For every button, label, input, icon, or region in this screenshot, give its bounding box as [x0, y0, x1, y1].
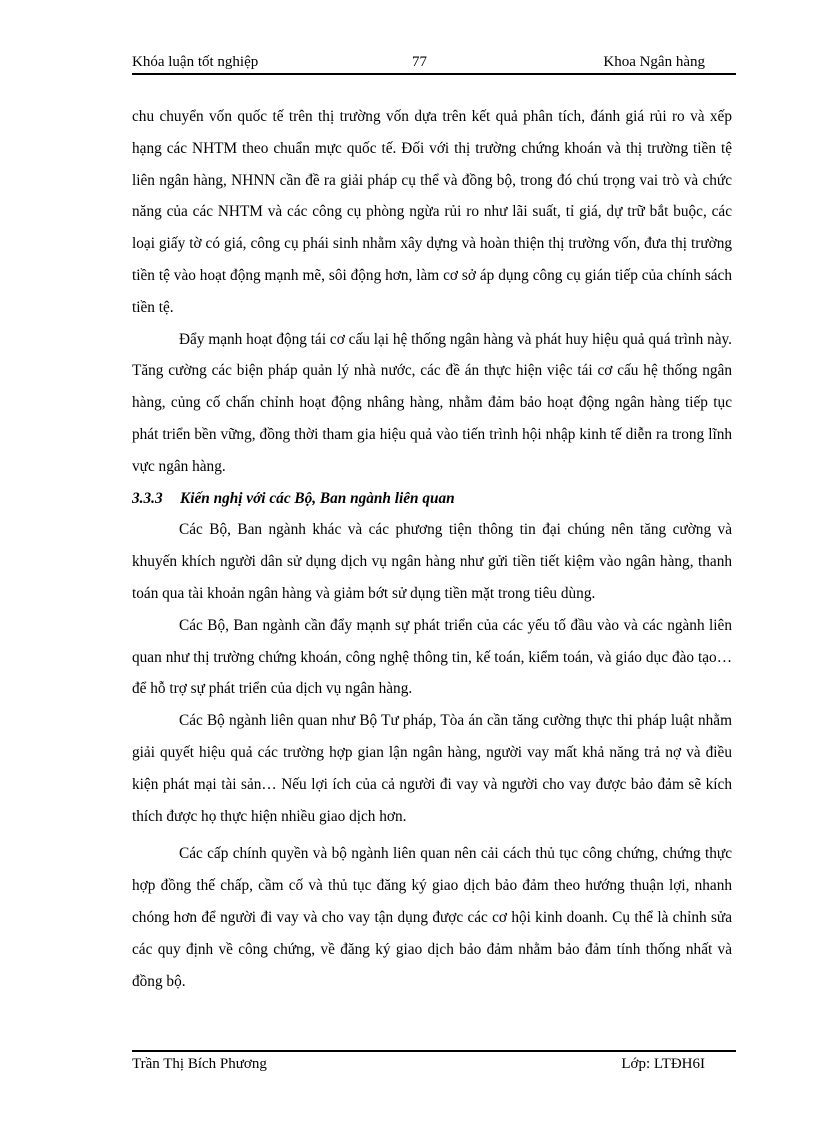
- paragraph-administrative-reform: Các cấp chính quyền và bộ ngành liên quan nên cải cách thủ tục công chứng, chứng thực hợp đồng thế chấp, cầm cố và thủ tục đăng ký giao dịch bảo đảm theo hướng thuận lợi, nhanh chóng hơn để người đi vay và cho vay tận dụng được các cơ hội kinh doanh. Cụ thể là chỉnh sửa các quy định về công chứng, về đăng ký giao dịch bảo đảm nhằm bảo đảm tính thống nhất và đồng bộ.: [132, 845, 732, 990]
- section-title: Kiến nghị với các Bộ, Ban ngành liên quan: [180, 489, 455, 507]
- header-faculty: Khoa Ngân hàng: [603, 54, 705, 70]
- footer-author: Trần Thị Bích Phương: [132, 1056, 267, 1072]
- page-number: 77: [412, 54, 427, 70]
- paragraph-law-enforcement: Các Bộ ngành liên quan như Bộ Tư pháp, Tòa án cần tăng cường thực thi pháp luật nhằm giải quyết hiệu quả các trường hợp gian lận ngân hàng, người vay mất khả năng trả nợ và điều kiện phát mại tài sản… Nếu lợi ích của cả người đi vay và người cho vay được bảo đảm sẽ kích thích được họ thực hiện nhiều giao dịch hơn.: [132, 712, 732, 825]
- page-header: [132, 52, 736, 74]
- page-footer: [132, 1054, 736, 1076]
- footer-class: Lớp: LTĐH6I: [621, 1056, 705, 1072]
- header-divider: [132, 73, 736, 75]
- footer-divider: [132, 1050, 736, 1052]
- header-thesis-title: Khóa luận tốt nghiệp: [132, 54, 259, 70]
- section-number: 3.3.3: [132, 489, 163, 507]
- paragraph-public-awareness: Các Bộ, Ban ngành khác và các phương tiện thông tin đại chúng nên tăng cường và khuyến khích người dân sử dụng dịch vụ ngân hàng như gửi tiền tiết kiệm vào ngân hàng, thanh toán qua tài khoản ngân hàng và giảm bớt sử dụng tiền mặt trong tiêu dùng.: [132, 521, 732, 602]
- paragraph-inputs-development: Các Bộ, Ban ngành cần đẩy mạnh sự phát triển của các yếu tố đầu vào và các ngành liên quan như thị trường chứng khoán, công nghệ thông tin, kế toán, kiểm toán, và giáo dục đào tạo… để hỗ trợ sự phát triển của dịch vụ ngân hàng.: [132, 616, 732, 698]
- paragraph-continued: chu chuyển vốn quốc tế trên thị trường vốn dựa trên kết quả phân tích, đánh giá rủi ro và xếp hạng các NHTM theo chuẩn mực quốc tế. Đối với thị trường chứng khoán và thị trường tiền tệ liên ngân hàng, NHNN cần đề ra giải pháp cụ thể và đồng bộ, trong đó chú trọng vai trò và chức năng của các NHTM và các công cụ phòng ngừa rủi ro như lãi suất, tỉ giá, dự trữ bắt buộc, các loại giấy tờ có giá, công cụ phái sinh nhằm xây dựng và hoàn thiện thị trường vốn, đưa thị trường tiền tệ vào hoạt động mạnh mẽ, sôi động hơn, làm cơ sở áp dụng công cụ gián tiếp của chính sách tiền tệ.: [132, 108, 732, 316]
- section-heading: [132, 483, 732, 515]
- paragraph-restructuring: Đẩy mạnh hoạt động tái cơ cấu lại hệ thống ngân hàng và phát huy hiệu quả quá trình này. Tăng cường các biện pháp quản lý nhà nước, các đề án thực hiện việc tái cơ cấu hệ thống ngân hàng, củng cố chấn chỉnh hoạt động nhâng hàng, nhằm đảm bảo hoạt động ngân hàng tiếp tục phát triển bền vững, đồng thời tham gia hiệu quả vào tiến trình hội nhập kinh tế diễn ra trong lĩnh vực ngân hàng.: [132, 330, 732, 475]
- page-body: [132, 101, 732, 997]
